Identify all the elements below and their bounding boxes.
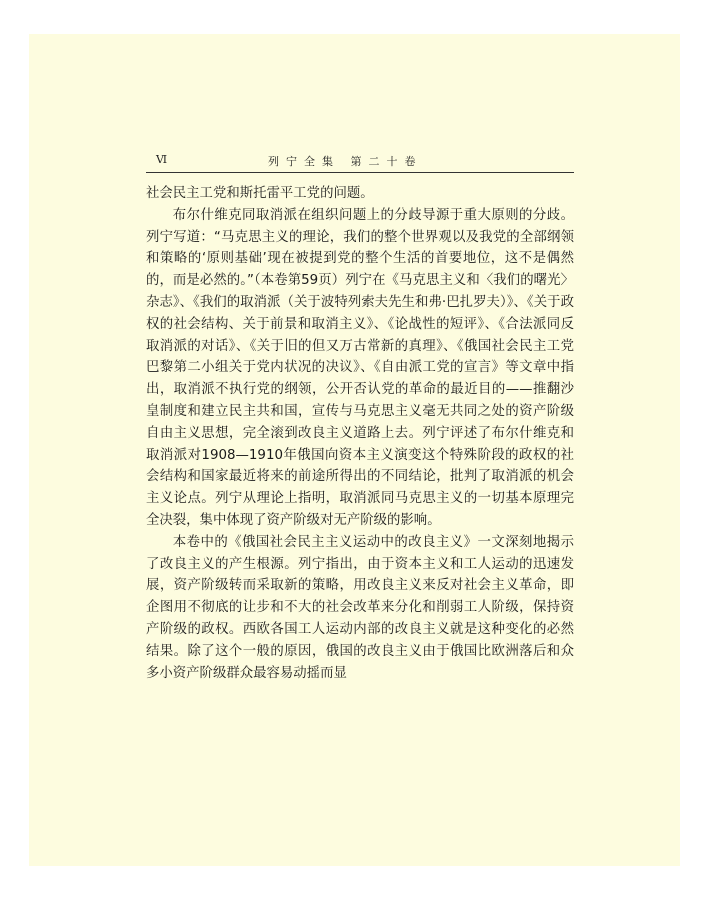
paragraph: 布尔什维克同取消派在组织问题上的分歧导源于重大原则的分歧。列宁写道：“马克思主义的理论，我们的整个世界观以及我党的全部纲领和策略的‘原则基础’现在被提到党的整个生活的首要地位，这不是偶然的，而是必然的。”（本卷第59页）列宁在《马克思主义和〈我们的曙光〉杂志》、《我们的取消派（关于波特列索夫先生和弗·巴扎罗夫）》、《关于政权的社会结构、关于前景和取消主义》、《论战性的短评》、《合法派同反取消派的对话》、《关于旧的但又万古常新的真理》、《俄国社会民主工党巴黎第二小组关于党内状况的决议》、《自由派工党的宣言》等文章中指出，取消派不执行党的纲领，公开否认党的革命的最近目的——推翻沙皇制度和建立民主共和国，宣传与马克思主义毫无共同之处的资产阶级自由主义思想，完全滚到改良主义道路上去。列宁评述了布尔什维克和取消派对1908—1910年俄国向资本主义演变这个特殊阶段的政权的社会结构和国家最近将来的前途所得出的不同结论，批判了取消派的机会主义论点。列宁从理论上指明，取消派同马克思主义的一切基本原理完全决裂，集中体现了资产阶级对无产阶级的影响。 [146,207,574,528]
paragraph: 本卷中的《俄国社会民主主义运动中的改良主义》一文深刻地揭示了改良主义的产生根源。列宁指出，由于资本主义和工人运动的迅速发展，资产阶级转而采取新的策略，用改良主义来反对社会主义革命，即企图用不彻底的让步和不大的社会改革来分化和削弱工人阶级，保持资产阶级的政权。西欧各国工人运动内部的改良主义就是这种变化的必然结果。除了这个一般的原因，俄国的改良主义由于俄国比欧洲落后和众多小资产阶级群众最容易动摇而显 [146,534,574,681]
body-text [146,183,574,684]
header-rule [146,172,574,173]
paragraph-continuation: 社会民主工党和斯托雷平工党的问题。 [146,186,374,201]
running-header [146,150,574,170]
page-number: Ⅵ [156,153,168,166]
running-title: 列宁全集 第二十卷 [268,155,423,168]
